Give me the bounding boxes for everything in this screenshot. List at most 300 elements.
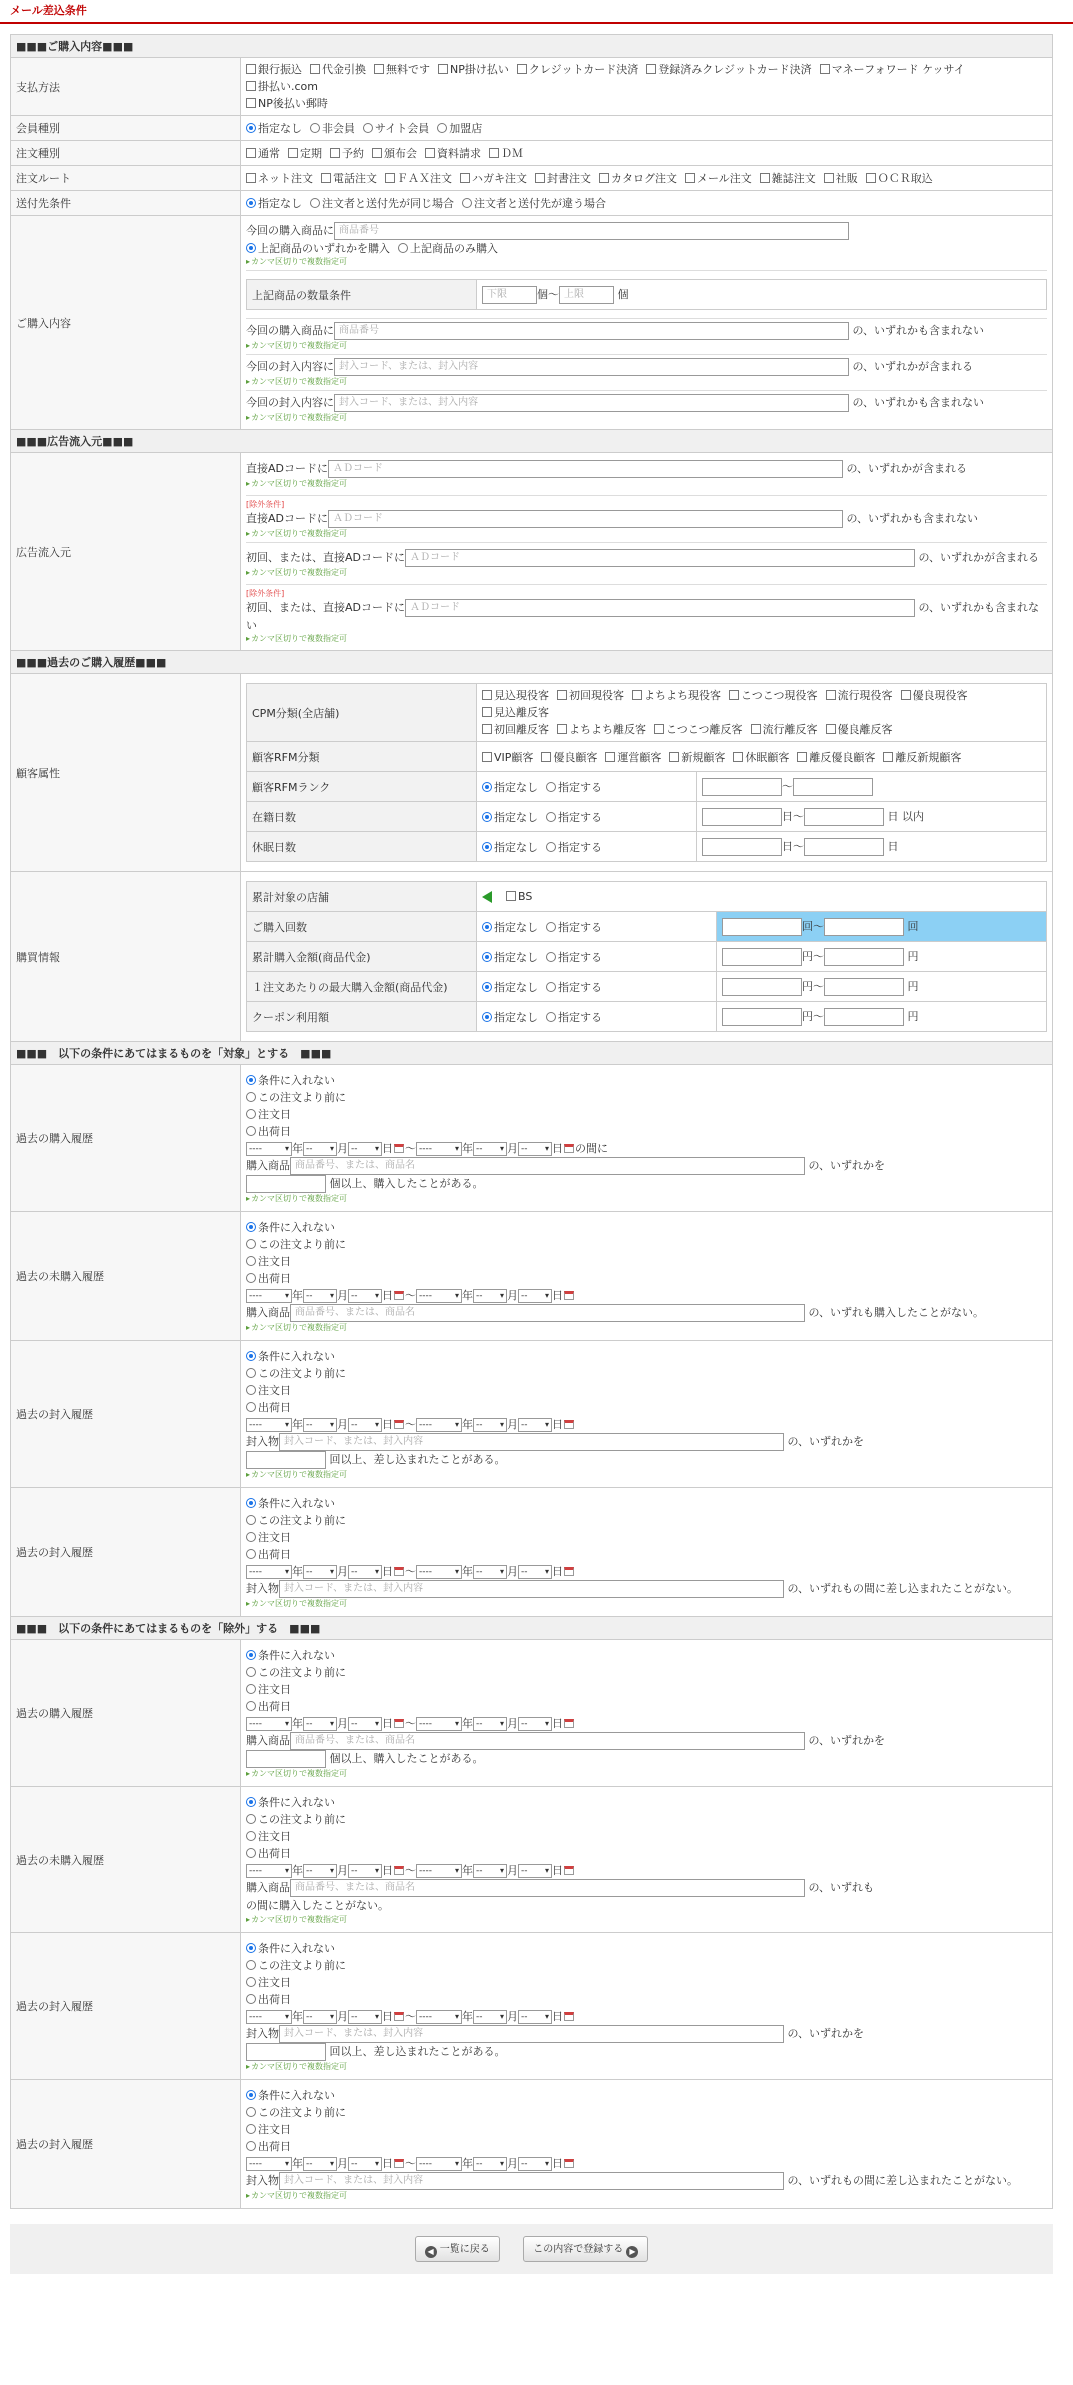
only-product-radio[interactable] xyxy=(398,240,498,256)
radio-icon[interactable] xyxy=(482,782,492,792)
month-select[interactable]: -- ▾ xyxy=(303,2157,337,2171)
checkbox-icon[interactable] xyxy=(535,173,545,183)
radio-icon[interactable] xyxy=(546,982,556,992)
checkbox-icon[interactable] xyxy=(760,173,770,183)
radio-icon[interactable] xyxy=(246,1667,256,1677)
month-select[interactable]: -- ▾ xyxy=(473,1864,507,1878)
radio-icon[interactable] xyxy=(246,1222,256,1232)
route-option[interactable] xyxy=(760,170,816,186)
rfm-option[interactable] xyxy=(605,749,661,765)
checkbox-icon[interactable] xyxy=(489,148,499,158)
day-select[interactable]: -- ▾ xyxy=(348,1142,382,1156)
history-radio[interactable] xyxy=(246,1512,346,1529)
radio-icon[interactable] xyxy=(246,1549,256,1559)
rank-max-input[interactable] xyxy=(793,778,873,796)
enclosure-input[interactable]: 封入コード、または、封入内容 xyxy=(334,394,849,412)
calendar-icon[interactable] xyxy=(564,2012,574,2021)
checkbox-icon[interactable] xyxy=(646,64,656,74)
radio-icon[interactable] xyxy=(246,1650,256,1660)
specify-radio[interactable] xyxy=(546,809,602,825)
radio-icon[interactable] xyxy=(246,1256,256,1266)
ship-option[interactable] xyxy=(462,195,606,211)
route-option[interactable] xyxy=(246,170,313,186)
route-option[interactable] xyxy=(321,170,377,186)
calendar-icon[interactable] xyxy=(394,1719,404,1728)
radio-icon[interactable] xyxy=(398,243,408,253)
payment-option[interactable] xyxy=(310,61,366,78)
none-radio[interactable] xyxy=(482,779,538,795)
payment-option[interactable] xyxy=(438,61,509,78)
count-input[interactable] xyxy=(246,2043,326,2061)
month-select[interactable]: -- ▾ xyxy=(473,1289,507,1303)
item-input[interactable]: 商品番号、または、商品名 xyxy=(290,1157,805,1175)
checkbox-icon[interactable] xyxy=(654,724,664,734)
month-select[interactable]: -- ▾ xyxy=(473,1565,507,1579)
radio-icon[interactable] xyxy=(246,1402,256,1412)
specify-radio[interactable] xyxy=(546,949,602,965)
ship-option[interactable] xyxy=(310,195,454,211)
checkbox-icon[interactable] xyxy=(866,173,876,183)
day-select[interactable]: -- ▾ xyxy=(518,2010,552,2024)
history-radio[interactable] xyxy=(246,1681,291,1698)
history-radio[interactable] xyxy=(246,2121,291,2138)
calendar-icon[interactable] xyxy=(394,1866,404,1875)
checkbox-icon[interactable] xyxy=(883,752,893,762)
year-select[interactable]: ---- ▾ xyxy=(246,1289,292,1303)
day-select[interactable]: -- ▾ xyxy=(348,1717,382,1731)
qty-max-input[interactable]: 上限 xyxy=(559,286,614,304)
month-select[interactable]: -- ▾ xyxy=(303,1142,337,1156)
radio-icon[interactable] xyxy=(246,1994,256,2004)
year-select[interactable]: ---- ▾ xyxy=(246,2010,292,2024)
payment-option[interactable] xyxy=(246,61,302,78)
year-select[interactable]: ---- ▾ xyxy=(246,1864,292,1878)
order-type-option[interactable] xyxy=(288,145,322,161)
calendar-icon[interactable] xyxy=(564,1420,574,1429)
month-select[interactable]: -- ▾ xyxy=(473,2010,507,2024)
year-select[interactable]: ---- ▾ xyxy=(246,2157,292,2171)
year-select[interactable]: ---- ▾ xyxy=(416,1565,462,1579)
rfm-option[interactable] xyxy=(883,749,961,765)
cpm-option[interactable] xyxy=(826,721,893,738)
payment-option[interactable] xyxy=(246,78,318,95)
route-option[interactable] xyxy=(535,170,591,186)
history-radio[interactable] xyxy=(246,1957,346,1974)
item-input[interactable]: 商品番号、または、商品名 xyxy=(290,1732,805,1750)
checkbox-icon[interactable] xyxy=(246,148,256,158)
checkbox-icon[interactable] xyxy=(751,724,761,734)
order-type-option[interactable] xyxy=(330,145,364,161)
cpm-option[interactable] xyxy=(901,687,968,704)
calendar-icon[interactable] xyxy=(564,1719,574,1728)
history-radio[interactable] xyxy=(246,2104,346,2121)
radio-icon[interactable] xyxy=(462,198,472,208)
history-radio[interactable] xyxy=(246,1546,291,1563)
history-radio[interactable] xyxy=(246,1828,291,1845)
radio-icon[interactable] xyxy=(482,842,492,852)
history-radio[interactable] xyxy=(246,1664,346,1681)
item-input[interactable]: 商品番号、または、商品名 xyxy=(290,1879,805,1897)
checkbox-icon[interactable] xyxy=(246,98,256,108)
radio-icon[interactable] xyxy=(246,1814,256,1824)
calendar-icon[interactable] xyxy=(394,1567,404,1576)
day-select[interactable]: -- ▾ xyxy=(518,1864,552,1878)
history-radio[interactable] xyxy=(246,1089,346,1106)
radio-icon[interactable] xyxy=(246,1684,256,1694)
cpm-option[interactable] xyxy=(654,721,743,738)
radio-icon[interactable] xyxy=(310,198,320,208)
back-button[interactable] xyxy=(415,2236,500,2262)
radio-icon[interactable] xyxy=(482,922,492,932)
checkbox-icon[interactable] xyxy=(557,724,567,734)
any-product-radio[interactable] xyxy=(246,240,390,256)
member-option[interactable] xyxy=(363,120,429,136)
radio-icon[interactable] xyxy=(246,1701,256,1711)
checkbox-icon[interactable] xyxy=(482,690,492,700)
radio-icon[interactable] xyxy=(246,1273,256,1283)
history-radio[interactable] xyxy=(246,1219,335,1236)
checkbox-icon[interactable] xyxy=(246,64,256,74)
month-select[interactable]: -- ▾ xyxy=(473,2157,507,2171)
day-select[interactable]: -- ▾ xyxy=(518,1142,552,1156)
radio-icon[interactable] xyxy=(363,123,373,133)
year-select[interactable]: ---- ▾ xyxy=(416,1864,462,1878)
order-type-option[interactable] xyxy=(246,145,280,161)
history-radio[interactable] xyxy=(246,1123,291,1140)
radio-icon[interactable] xyxy=(246,2141,256,2151)
day-select[interactable]: -- ▾ xyxy=(518,1418,552,1432)
checkbox-icon[interactable] xyxy=(599,173,609,183)
history-radio[interactable] xyxy=(246,1106,291,1123)
radio-icon[interactable] xyxy=(546,922,556,932)
checkbox-icon[interactable] xyxy=(517,64,527,74)
checkbox-icon[interactable] xyxy=(605,752,615,762)
rank-min-input[interactable] xyxy=(702,778,782,796)
calendar-icon[interactable] xyxy=(564,2159,574,2168)
history-radio[interactable] xyxy=(246,1399,291,1416)
radio-icon[interactable] xyxy=(482,952,492,962)
checkbox-icon[interactable] xyxy=(310,64,320,74)
range-max-input[interactable] xyxy=(824,978,904,996)
calendar-icon[interactable] xyxy=(564,1291,574,1300)
year-select[interactable]: ---- ▾ xyxy=(246,1565,292,1579)
radio-icon[interactable] xyxy=(246,1126,256,1136)
none-radio[interactable] xyxy=(482,839,538,855)
calendar-icon[interactable] xyxy=(564,1866,574,1875)
radio-icon[interactable] xyxy=(246,198,256,208)
radio-icon[interactable] xyxy=(246,123,256,133)
range-min-input[interactable] xyxy=(722,978,802,996)
radio-icon[interactable] xyxy=(246,2090,256,2100)
year-select[interactable]: ---- ▾ xyxy=(246,1418,292,1432)
radio-icon[interactable] xyxy=(482,982,492,992)
history-radio[interactable] xyxy=(246,2087,335,2104)
checkbox-icon[interactable] xyxy=(824,173,834,183)
specify-radio[interactable] xyxy=(546,1009,602,1025)
enclosure-input[interactable]: 封入コード、または、封入内容 xyxy=(334,358,849,376)
checkbox-icon[interactable] xyxy=(246,81,256,91)
year-select[interactable]: ---- ▾ xyxy=(416,1289,462,1303)
cpm-option[interactable] xyxy=(751,721,818,738)
radio-icon[interactable] xyxy=(246,1075,256,1085)
item-input[interactable]: 商品番号、または、商品名 xyxy=(290,1304,805,1322)
history-radio[interactable] xyxy=(246,1236,346,1253)
order-type-option[interactable] xyxy=(489,145,523,161)
range-min-input[interactable] xyxy=(722,948,802,966)
radio-icon[interactable] xyxy=(546,812,556,822)
checkbox-icon[interactable] xyxy=(321,173,331,183)
route-option[interactable] xyxy=(824,170,858,186)
none-radio[interactable] xyxy=(482,919,538,935)
history-radio[interactable] xyxy=(246,1382,291,1399)
none-radio[interactable] xyxy=(482,949,538,965)
radio-icon[interactable] xyxy=(246,1977,256,1987)
checkbox-icon[interactable] xyxy=(826,690,836,700)
product-code-input[interactable]: 商品番号 xyxy=(334,322,849,340)
radio-icon[interactable] xyxy=(310,123,320,133)
radio-icon[interactable] xyxy=(246,1239,256,1249)
radio-icon[interactable] xyxy=(546,1012,556,1022)
checkbox-icon[interactable] xyxy=(557,690,567,700)
member-option[interactable] xyxy=(437,120,482,136)
radio-icon[interactable] xyxy=(246,1351,256,1361)
payment-option[interactable] xyxy=(517,61,638,78)
specify-radio[interactable] xyxy=(546,979,602,995)
store-option[interactable] xyxy=(506,890,532,903)
history-radio[interactable] xyxy=(246,1270,291,1287)
dormant-min-input[interactable] xyxy=(702,838,782,856)
radio-icon[interactable] xyxy=(546,952,556,962)
cpm-option[interactable] xyxy=(632,687,721,704)
month-select[interactable]: -- ▾ xyxy=(473,1717,507,1731)
cpm-option[interactable] xyxy=(482,687,549,704)
submit-button[interactable] xyxy=(523,2236,648,2262)
history-radio[interactable] xyxy=(246,1253,291,1270)
radio-icon[interactable] xyxy=(246,1831,256,1841)
cpm-option[interactable] xyxy=(729,687,818,704)
item-input[interactable]: 封入コード、または、封入内容 xyxy=(279,2025,784,2043)
order-type-option[interactable] xyxy=(425,145,481,161)
rfm-option[interactable] xyxy=(482,749,533,765)
radio-icon[interactable] xyxy=(246,1515,256,1525)
checkbox-icon[interactable] xyxy=(733,752,743,762)
radio-icon[interactable] xyxy=(246,1368,256,1378)
day-select[interactable]: -- ▾ xyxy=(348,1864,382,1878)
product-code-input[interactable]: 商品番号 xyxy=(334,222,849,240)
day-select[interactable]: -- ▾ xyxy=(518,2157,552,2171)
cpm-option[interactable] xyxy=(482,721,549,738)
radio-icon[interactable] xyxy=(246,1532,256,1542)
radio-icon[interactable] xyxy=(246,2107,256,2117)
calendar-icon[interactable] xyxy=(394,2159,404,2168)
calendar-icon[interactable] xyxy=(564,1567,574,1576)
year-select[interactable]: ---- ▾ xyxy=(416,1142,462,1156)
route-option[interactable] xyxy=(866,170,933,186)
radio-icon[interactable] xyxy=(546,842,556,852)
year-select[interactable]: ---- ▾ xyxy=(416,1418,462,1432)
checkbox-icon[interactable] xyxy=(826,724,836,734)
month-select[interactable]: -- ▾ xyxy=(303,1717,337,1731)
radio-icon[interactable] xyxy=(246,1943,256,1953)
payment-option[interactable] xyxy=(820,61,965,78)
day-select[interactable]: -- ▾ xyxy=(348,1565,382,1579)
history-radio[interactable] xyxy=(246,1348,335,1365)
count-input[interactable] xyxy=(246,1451,326,1469)
payment-option[interactable] xyxy=(374,61,430,78)
item-input[interactable]: 封入コード、または、封入内容 xyxy=(279,1433,784,1451)
order-type-option[interactable] xyxy=(372,145,417,161)
checkbox-icon[interactable] xyxy=(246,173,256,183)
day-select[interactable]: -- ▾ xyxy=(348,2010,382,2024)
ad-code-input[interactable]: ＡＤコード xyxy=(405,549,915,567)
rfm-option[interactable] xyxy=(669,749,725,765)
checkbox-icon[interactable] xyxy=(729,690,739,700)
history-radio[interactable] xyxy=(246,1365,346,1382)
radio-icon[interactable] xyxy=(246,1092,256,1102)
range-max-input[interactable] xyxy=(824,948,904,966)
specify-radio[interactable] xyxy=(546,919,602,935)
day-select[interactable]: -- ▾ xyxy=(348,1418,382,1432)
checkbox-icon[interactable] xyxy=(460,173,470,183)
month-select[interactable]: -- ▾ xyxy=(473,1142,507,1156)
checkbox-icon[interactable] xyxy=(438,64,448,74)
checkbox-icon[interactable] xyxy=(685,173,695,183)
checkbox-icon[interactable] xyxy=(374,64,384,74)
rfm-option[interactable] xyxy=(541,749,597,765)
radio-icon[interactable] xyxy=(482,1012,492,1022)
route-option[interactable] xyxy=(385,170,452,186)
calendar-icon[interactable] xyxy=(394,2012,404,2021)
history-radio[interactable] xyxy=(246,1794,335,1811)
checkbox-icon[interactable] xyxy=(372,148,382,158)
checkbox-icon[interactable] xyxy=(482,752,492,762)
radio-icon[interactable] xyxy=(246,1109,256,1119)
history-radio[interactable] xyxy=(246,1974,291,1991)
day-select[interactable]: -- ▾ xyxy=(518,1565,552,1579)
checkbox-icon[interactable] xyxy=(506,891,516,901)
radio-icon[interactable] xyxy=(546,782,556,792)
ad-code-input[interactable]: ＡＤコード xyxy=(405,599,915,617)
checkbox-icon[interactable] xyxy=(632,690,642,700)
month-select[interactable]: -- ▾ xyxy=(303,1289,337,1303)
cpm-option[interactable] xyxy=(557,721,646,738)
day-select[interactable]: -- ▾ xyxy=(518,1289,552,1303)
radio-icon[interactable] xyxy=(246,243,256,253)
year-select[interactable]: ---- ▾ xyxy=(246,1142,292,1156)
member-option[interactable] xyxy=(246,120,302,136)
radio-icon[interactable] xyxy=(246,1960,256,1970)
history-radio[interactable] xyxy=(246,1647,335,1664)
history-radio[interactable] xyxy=(246,1811,346,1828)
rfm-option[interactable] xyxy=(797,749,875,765)
checkbox-icon[interactable] xyxy=(482,724,492,734)
calendar-icon[interactable] xyxy=(564,1144,574,1153)
month-select[interactable]: -- ▾ xyxy=(303,1565,337,1579)
specify-radio[interactable] xyxy=(546,839,602,855)
checkbox-icon[interactable] xyxy=(288,148,298,158)
year-select[interactable]: ---- ▾ xyxy=(416,1717,462,1731)
ship-option[interactable] xyxy=(246,195,302,211)
payment-option[interactable] xyxy=(646,61,811,78)
history-radio[interactable] xyxy=(246,2138,291,2155)
item-input[interactable]: 封入コード、または、封入内容 xyxy=(279,1580,784,1598)
checkbox-icon[interactable] xyxy=(482,707,492,717)
calendar-icon[interactable] xyxy=(394,1144,404,1153)
tenure-min-input[interactable] xyxy=(702,808,782,826)
radio-icon[interactable] xyxy=(437,123,447,133)
calendar-icon[interactable] xyxy=(394,1420,404,1429)
history-radio[interactable] xyxy=(246,1991,291,2008)
ad-code-input[interactable]: ＡＤコード xyxy=(328,510,843,528)
checkbox-icon[interactable] xyxy=(541,752,551,762)
month-select[interactable]: -- ▾ xyxy=(303,2010,337,2024)
checkbox-icon[interactable] xyxy=(385,173,395,183)
year-select[interactable]: ---- ▾ xyxy=(416,2157,462,2171)
qty-min-input[interactable]: 下限 xyxy=(482,286,537,304)
ad-code-input[interactable]: ＡＤコード xyxy=(328,460,843,478)
checkbox-icon[interactable] xyxy=(797,752,807,762)
history-radio[interactable] xyxy=(246,1529,291,1546)
tenure-max-input[interactable] xyxy=(804,808,884,826)
checkbox-icon[interactable] xyxy=(669,752,679,762)
collapse-arrow-icon[interactable] xyxy=(482,891,492,903)
month-select[interactable]: -- ▾ xyxy=(303,1864,337,1878)
radio-icon[interactable] xyxy=(246,1385,256,1395)
radio-icon[interactable] xyxy=(246,2124,256,2134)
day-select[interactable]: -- ▾ xyxy=(348,1289,382,1303)
radio-icon[interactable] xyxy=(482,812,492,822)
count-input[interactable] xyxy=(246,1750,326,1768)
route-option[interactable] xyxy=(599,170,677,186)
range-min-input[interactable] xyxy=(722,918,802,936)
checkbox-icon[interactable] xyxy=(901,690,911,700)
month-select[interactable]: -- ▾ xyxy=(473,1418,507,1432)
cpm-option[interactable] xyxy=(826,687,893,704)
member-option[interactable] xyxy=(310,120,355,136)
specify-radio[interactable] xyxy=(546,779,602,795)
year-select[interactable]: ---- ▾ xyxy=(246,1717,292,1731)
none-radio[interactable] xyxy=(482,979,538,995)
none-radio[interactable] xyxy=(482,1009,538,1025)
range-max-input[interactable] xyxy=(824,1008,904,1026)
calendar-icon[interactable] xyxy=(394,1291,404,1300)
rfm-option[interactable] xyxy=(733,749,789,765)
day-select[interactable]: -- ▾ xyxy=(518,1717,552,1731)
day-select[interactable]: -- ▾ xyxy=(348,2157,382,2171)
history-radio[interactable] xyxy=(246,1495,335,1512)
route-option[interactable] xyxy=(460,170,527,186)
cpm-option[interactable] xyxy=(482,704,549,721)
range-min-input[interactable] xyxy=(722,1008,802,1026)
radio-icon[interactable] xyxy=(246,1498,256,1508)
history-radio[interactable] xyxy=(246,1698,291,1715)
count-input[interactable] xyxy=(246,1175,326,1193)
cpm-option[interactable] xyxy=(557,687,624,704)
dormant-max-input[interactable] xyxy=(804,838,884,856)
radio-icon[interactable] xyxy=(246,1797,256,1807)
payment-option[interactable] xyxy=(246,95,328,112)
history-radio[interactable] xyxy=(246,1940,335,1957)
month-select[interactable]: -- ▾ xyxy=(303,1418,337,1432)
radio-icon[interactable] xyxy=(246,1848,256,1858)
range-max-input[interactable] xyxy=(824,918,904,936)
route-option[interactable] xyxy=(685,170,752,186)
year-select[interactable]: ---- ▾ xyxy=(416,2010,462,2024)
checkbox-icon[interactable] xyxy=(425,148,435,158)
history-radio[interactable] xyxy=(246,1072,335,1089)
item-input[interactable]: 封入コード、または、封入内容 xyxy=(279,2172,784,2190)
checkbox-icon[interactable] xyxy=(330,148,340,158)
